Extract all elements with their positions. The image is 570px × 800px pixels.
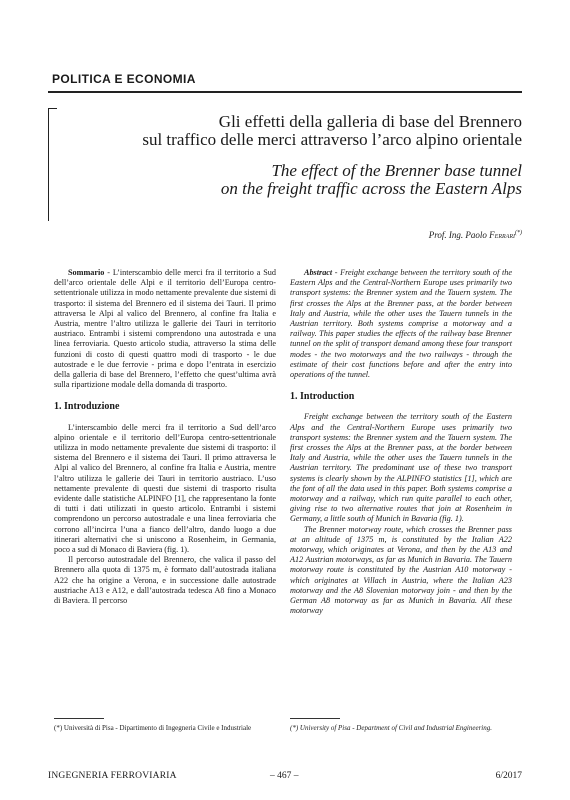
title-english-line2: on the freight traffic across the Eastern Alps <box>220 179 522 198</box>
english-column <box>290 268 512 617</box>
author-surname: Ferrari <box>489 230 515 240</box>
italian-summary <box>54 268 276 390</box>
section-title: POLITICA E ECONOMIA <box>52 72 196 86</box>
footnote-italian: (*) Università di Pisa - Dipartimento di Ingegneria Civile e Industriale <box>54 724 252 732</box>
english-heading: 1. Introduction <box>290 391 355 403</box>
journal-name: INGEGNERIA FERROVIARIA <box>48 771 177 781</box>
title-italian-line2: sul traffico delle merci attraverso l’arco alpino orientale <box>142 130 522 149</box>
title-italian <box>102 113 522 149</box>
italian-paragraph-1: L’interscambio delle merci fra il territorio a Sud dell’arco alpino orientale e il territorio dell’Europa centro-settentrionale utilizza in modo nettamente prevalente due sistemi di trasporto: il sistema del Brennero e il sistema dei Tauri. Il primo attraversa le Alpi al valico del Brennero, al confine fra Italia e Austria, mentre l’altro utilizza le gallerie dei Tauri in territorio austriaco. L’uso nettamente prevalente di questi due sistemi di trasporto risulta evidente dalle statistiche ALPINFO [1], che rappresentano la fonte di tutti i dati utilizzati in questo articolo. Entrambi i sistemi comprendono un percorso autostradale e una linea ferroviaria che corrono all’incirca l’una a fianco dell’altro, dando luogo a due itinerari alternativi che si uniscono a Rosenheim, in Germania, poco a sud di Monaco di Baviera (fig. 1). <box>54 422 276 555</box>
footnote-rule-right <box>290 718 340 719</box>
title-italian-line1: Gli effetti della galleria di base del Brennero <box>218 112 522 131</box>
section-header <box>48 72 522 92</box>
section-rule <box>48 91 522 93</box>
page-footer <box>48 771 522 785</box>
english-paragraph-1: Freight exchange between the territory south of the Eastern Alps and the Central-Northern Europe uses primarily two transport systems: the Brenner system and the Tauern system. The first crosses the Alps at the Brenner pass, at the border between Italy and Austria, while the other uses the Tauern tunnels in the Austrian territory. The predominant use of these two transport systems is clearly shown by the ALPINFO statistics [1], which are the font of all the data used in this paper. Both systems comprise a motorway and a railway, which run quite parallel to each other, giving rise to two alternative routes that join at Rosenheim in Germany, a little south of Munich in Bavaria (fig. 1). <box>290 412 512 524</box>
abstract-label: Abstract <box>304 268 333 277</box>
italian-column <box>54 268 276 606</box>
summary-text: - L’interscambio delle merci fra il territorio a Sud dell’arco orientale delle Alpi e il territorio dell’Europa centro-settentrionale utilizza in modo nettamente prevalente due sistemi di trasporto: il sistema del Brennero ed il sistema dei Tauri. Il primo attraversa le Alpi al valico del Brennero, al confine fra Italia e Austria, mentre l’altro utilizza le gallerie dei Tauri in territorio austriaco. Entrambi i sistemi comprendono una autostrada e una linea ferroviaria. Questo articolo studia, attraverso la stima delle funzioni di costo di questi quattro modi di trasporto - le due autostrade e le due ferrovie - prima e dopo l’entrata in esercizio della galleria di base del Brennero, l’effetto che quest’ultima avrà sulla ripartizione modale della domanda di trasporto. <box>54 268 276 390</box>
title-bracket <box>48 108 57 221</box>
issue-number: 6/2017 <box>495 771 522 781</box>
abstract-text: - Freight exchange between the territory south of the Eastern Alps and the Central-Northern Europe uses primarily two transport systems: the Brenner system and the Tauern system. The first crosses the Alps at the Brenner pass, at the border between Italy and Austria, while the other uses the Tauern tunnels in the Austrian territory. Both systems comprise a motorway and a railway. This paper studies the effects of the railway base Brenner tunnel on the split of transport demand among these four transport modes - the two motorways and the two railways - through the estimate of their cost functions before and after the entry into operations of the tunnel. <box>290 268 512 380</box>
author-line <box>429 230 522 240</box>
page-number: – 467 – <box>270 771 299 781</box>
italian-paragraph-2: Il percorso autostradale del Brennero, che valica il passo del Brennero alla quota di 1375 m, è formato dall’autostrada italiana A22 che ha origine a Verona, e in successione dalle autostrade austriache A13 e A12, e dall’autostrada tedesca A8 fino a Monaco di Baviera. Il percorso <box>54 555 276 606</box>
english-paragraph-2: The Brenner motorway route, which crosses the Brenner pass at an altitude of 1375 m, is constituted by the Italian A22 motorway, which originates at Verona, and then by the A13 and A12 Austrian motorways, as far as Munich in Bavaria. The Tauern motorway route is constituted by the Austrian A10 motorway - which originates at Villach in Austria, where the Italian A23 motorway and the A8 Slovenian motorway join - and then by the German A8 motorway as far as Munich in Bavaria. All these motorway <box>290 524 512 616</box>
footnote-rule-left <box>54 718 104 719</box>
author-footnote-mark: (*) <box>515 230 522 236</box>
english-abstract <box>290 268 512 380</box>
italian-heading: 1. Introduzione <box>54 401 120 413</box>
title-english-line1: The effect of the Brenner base tunnel <box>271 161 522 180</box>
footnote-english: (*) University of Pisa - Department of Civil and Industrial Engineering. <box>290 724 493 732</box>
author-prefix: Prof. Ing. Paolo <box>428 230 490 240</box>
summary-label: Sommario <box>68 268 105 277</box>
title-english <box>102 162 522 198</box>
